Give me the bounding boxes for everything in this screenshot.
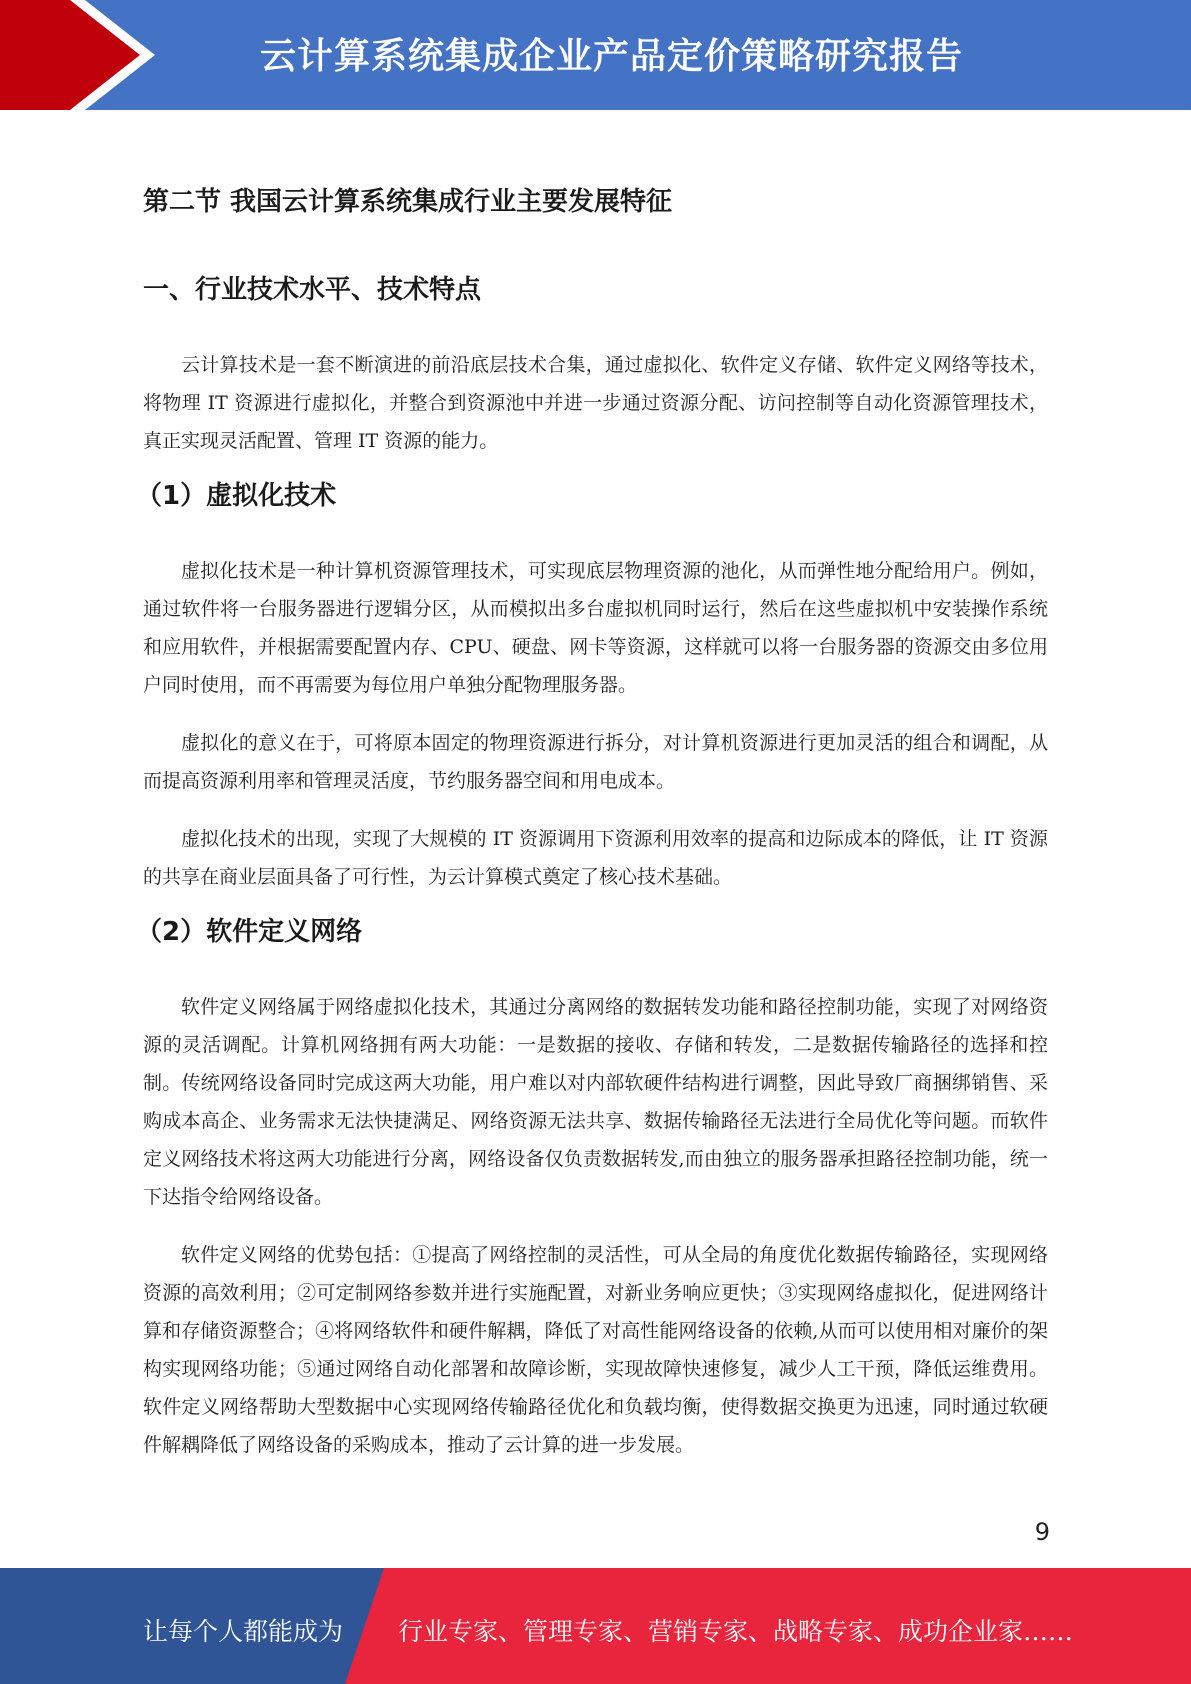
heading-sdn: （2）软件定义网络 (136, 917, 363, 947)
virtualization-paragraph-3: 虚拟化技术的出现，实现了大规模的 IT 资源调用下资源利用效率的提高和边际成本的降低，让 IT 资源的共享在商业层面具备了可行性，为云计算模式奠定了核心技术基础。 (143, 828, 1048, 888)
document-body (136, 180, 1048, 1464)
sdn-paragraph-2: 软件定义网络的优势包括：①提高了网络控制的灵活性，可从全局的角度优化数据传输路径，实现网络资源的高效利用；②可定制网络参数并进行实施配置，对新业务响应更快；③实现网络虚拟化，促进网络计算和存储资源整合；④将网络软件和硬件解耦，降低了对高性能网络设备的依赖,从而可以使用相对廉价的架构实现网络功能；⑤通过网络自动化部署和故障诊断，实现故障快速修复，减少人工干预，降低运维费用。软件定义网络帮助大型数据中心实现网络传输路径优化和负载均衡，使得数据交换更为迅速，同时通过软硬件解耦降低了网络设备的采购成本，推动了云计算的进一步发展。 (143, 1244, 1048, 1456)
virtualization-paragraph-2: 虚拟化的意义在于，可将原本固定的物理资源进行拆分，对计算机资源进行更加灵活的组合和调配，从而提高资源利用率和管理灵活度，节约服务器空间和用电成本。 (143, 732, 1048, 792)
footer-slogan-right: 行业专家、管理专家、营销专家、战略专家、成功企业家…… (398, 1617, 1074, 1646)
section-title: 第二节 我国云计算系统集成行业主要发展特征 (143, 187, 673, 217)
virtualization-paragraph-1: 虚拟化技术是一种计算机资源管理技术，可实现底层物理资源的池化，从而弹性地分配给用户。例如，通过软件将一台服务器进行逻辑分区，从而模拟出多台虚拟机同时运行，然后在这些虚拟机中安装操作系统和应用软件，并根据需要配置内存、CPU、硬盘、网卡等资源，这样就可以将一台服务器的资源交由多位用户同时使用，而不再需要为每位用户单独分配物理服务器。 (143, 560, 1048, 696)
report-title: 云计算系统集成企业产品定价策略研究报告 (260, 36, 964, 77)
intro-paragraph: 云计算技术是一套不断演进的前沿底层技术合集，通过虚拟化、软件定义存储、软件定义网络等技术，将物理 IT 资源进行虚拟化，并整合到资源池中并进一步通过资源分配、访问控制等自动化资源管理技术，真正实现灵活配置、管理 IT 资源的能力。 (143, 354, 1048, 452)
heading-technical-level: 一、行业技术水平、技术特点 (143, 275, 482, 305)
page-footer (0, 1568, 1191, 1684)
footer-slogan-left: 让每个人都能成为 (143, 1617, 344, 1646)
heading-virtualization: （1）虚拟化技术 (136, 481, 337, 511)
header-red-chevron (0, 0, 140, 110)
sdn-paragraph-1: 软件定义网络属于网络虚拟化技术，其通过分离网络的数据转发功能和路径控制功能，实现了对网络资源的灵活调配。计算机网络拥有两大功能：一是数据的接收、存储和转发，二是数据传输路径的选择和控制。传统网络设备同时完成这两大功能，用户难以对内部软硬件结构进行调整，因此导致厂商捆绑销售、采购成本高企、业务需求无法快捷满足、网络资源无法共享、数据传输路径无法进行全局优化等问题。而软件定义网络技术将这两大功能进行分离，网络设备仅负责数据转发,而由独立的服务器承担路径控制功能，统一下达指令给网络设备。 (143, 996, 1048, 1208)
page-header (0, 0, 1191, 110)
page-number: 9 (1034, 1518, 1050, 1546)
